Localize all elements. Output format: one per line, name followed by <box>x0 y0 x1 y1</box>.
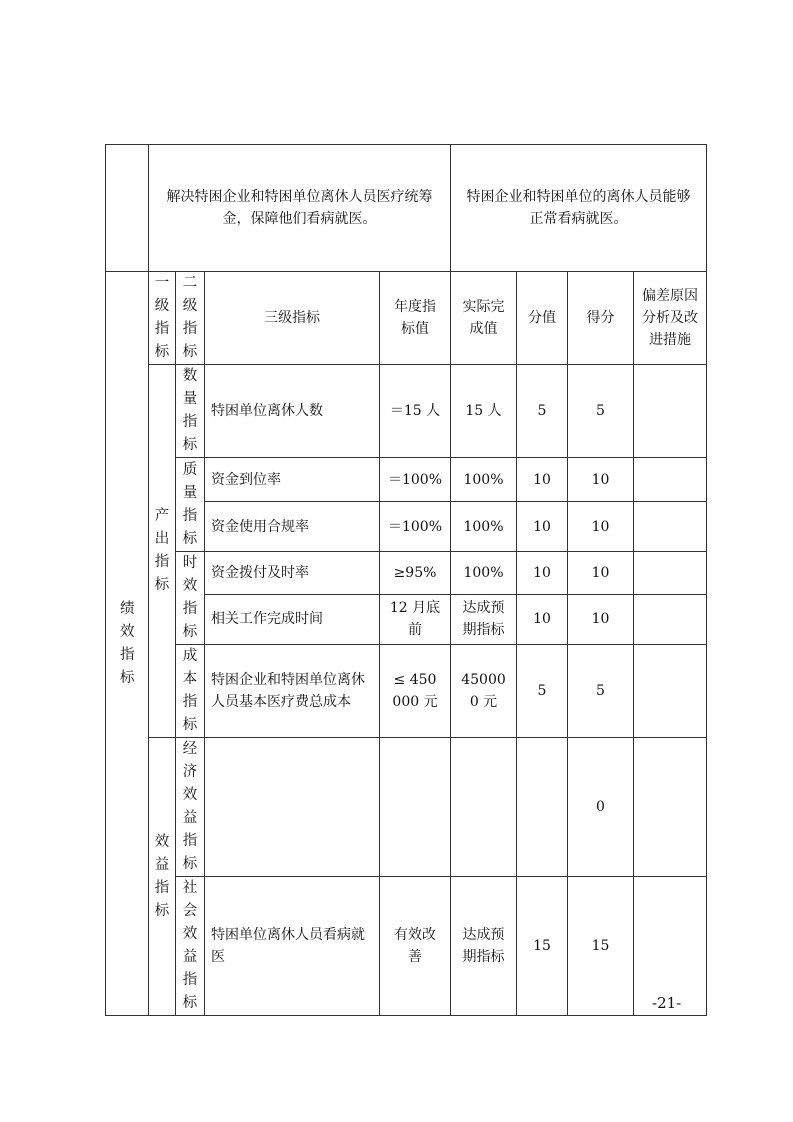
row-actual: 达成预期指标 <box>451 594 517 644</box>
row-target: ≥95% <box>380 552 451 595</box>
blank-cell <box>106 145 149 272</box>
level2-quantity: 数量指标 <box>176 365 205 458</box>
row-actual: 450000 元 <box>451 645 517 738</box>
level2-economic: 经济效益指标 <box>176 738 205 877</box>
level2-quality: 质量指标 <box>176 458 205 552</box>
row-target: 12 月底前 <box>380 594 451 644</box>
header-weight: 分值 <box>517 272 568 365</box>
row-name: 特困企业和特困单位离休人员基本医疗费总成本 <box>205 645 380 738</box>
level1-output: 产出指标 <box>149 365 176 738</box>
header-level1: 一级指标 <box>149 272 176 365</box>
row-target: ≤ 450000 元 <box>380 645 451 738</box>
row-name: 资金使用合规率 <box>205 502 380 552</box>
header-target: 年度指标值 <box>380 272 451 365</box>
row-note <box>634 365 707 458</box>
row-note <box>634 594 707 644</box>
performance-table <box>105 144 707 1016</box>
row-score: 5 <box>568 645 634 738</box>
level2-cost: 成本指标 <box>176 645 205 738</box>
row-score: 10 <box>568 458 634 502</box>
row-score: 10 <box>568 552 634 595</box>
row-weight: 10 <box>517 458 568 502</box>
row-target: ＝100% <box>380 502 451 552</box>
row-name: 特困单位离休人员看病就医 <box>205 877 380 1016</box>
row-actual: 100% <box>451 502 517 552</box>
row-actual: 15 人 <box>451 365 517 458</box>
row-actual: 100% <box>451 458 517 502</box>
row-score: 15 <box>568 877 634 1016</box>
section-label: 绩效指标 <box>106 272 149 1016</box>
row-weight: 5 <box>517 365 568 458</box>
page-number: -21- <box>652 994 682 1012</box>
header-note: 偏差原因分析及改进措施 <box>634 272 707 365</box>
row-note <box>634 458 707 502</box>
row-actual <box>451 738 517 877</box>
goal-text: 解决特困企业和特困单位离休人员医疗统筹金，保障他们看病就医。 <box>149 145 451 272</box>
row-name: 资金到位率 <box>205 458 380 502</box>
row-weight: 10 <box>517 594 568 644</box>
row-score: 10 <box>568 594 634 644</box>
row-weight <box>517 738 568 877</box>
row-score: 10 <box>568 502 634 552</box>
row-target <box>380 738 451 877</box>
level1-benefit: 效益指标 <box>149 738 176 1016</box>
row-target: ＝15 人 <box>380 365 451 458</box>
row-weight: 10 <box>517 502 568 552</box>
result-text: 特困企业和特困单位的离休人员能够正常看病就医。 <box>451 145 707 272</box>
row-note <box>634 502 707 552</box>
row-weight: 10 <box>517 552 568 595</box>
row-actual: 达成预期指标 <box>451 877 517 1016</box>
header-score: 得分 <box>568 272 634 365</box>
row-note <box>634 738 707 877</box>
row-score: 5 <box>568 365 634 458</box>
row-target: 有效改善 <box>380 877 451 1016</box>
row-note <box>634 645 707 738</box>
row-weight: 15 <box>517 877 568 1016</box>
row-name: 资金拨付及时率 <box>205 552 380 595</box>
row-weight: 5 <box>517 645 568 738</box>
level2-social: 社会效益指标 <box>176 877 205 1016</box>
header-level2: 二级指标 <box>176 272 205 365</box>
row-name <box>205 738 380 877</box>
row-score: 0 <box>568 738 634 877</box>
header-level3: 三级指标 <box>205 272 380 365</box>
header-actual: 实际完成值 <box>451 272 517 365</box>
row-actual: 100% <box>451 552 517 595</box>
row-target: ＝100% <box>380 458 451 502</box>
row-note <box>634 552 707 595</box>
level2-timeliness: 时效指标 <box>176 552 205 645</box>
row-name: 相关工作完成时间 <box>205 594 380 644</box>
row-name: 特困单位离休人数 <box>205 365 380 458</box>
